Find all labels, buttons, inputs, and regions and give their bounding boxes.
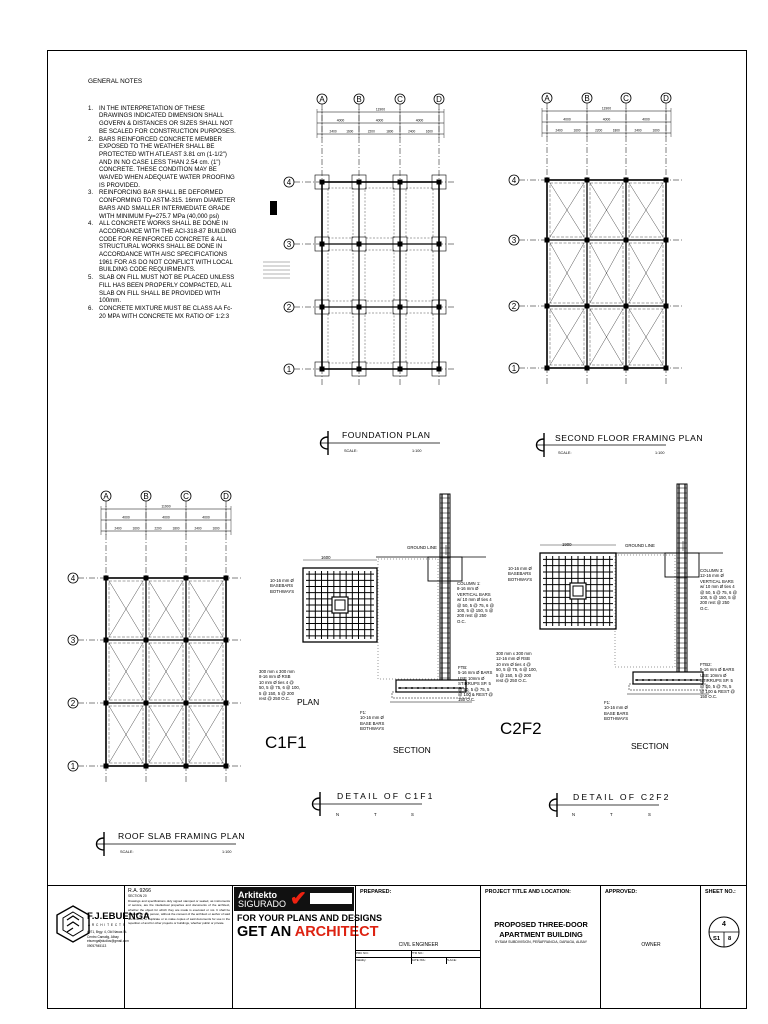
general-note-number: 3.	[88, 189, 94, 197]
plan-outline	[547, 180, 666, 368]
arkitekto-brand: Arkitekto	[238, 890, 278, 900]
section-cut-marker	[270, 201, 277, 215]
column	[357, 367, 362, 372]
c1f1-section-label: SECTION	[393, 745, 431, 755]
grid-label-2: 2	[70, 698, 76, 708]
dim-bay: 4000	[375, 118, 384, 123]
column	[545, 366, 550, 371]
roof-scale-value: 1:100	[222, 850, 232, 854]
general-note-text: IN THE INTERPRETATION OF THESE DRAWINGS INDICATED DIMENSION SHALL GOVERN & DISTANCES OR SIZES SHALL NOT BE SCALED FOR CONSTRUCTION PURPOSES.	[99, 104, 236, 135]
c1f1-basebars-note: 10-16 mm Ø BASEBARS BOTHWAYS	[270, 578, 295, 594]
column	[144, 638, 149, 643]
c1f1-nts-n: N	[336, 812, 340, 817]
ra-section: SECTION 20	[128, 894, 147, 898]
dim-sub: 1800	[612, 128, 620, 133]
firm-logo-icon	[55, 904, 91, 944]
ra-disclaimer: Drawings and specifications duly signed stamped or sealed, as instruments of service, are the intellectual properties and documents of the architect, whether the object for which they are made is executed or not. It shall be unlawful for any person, without the consent of the architect or author of said documents, to duplicate or to make copies of said documents for use in the repetition of and for other projects or buildings, whether public or private.	[128, 899, 230, 926]
column	[320, 305, 325, 310]
foundation-plan-drawing	[263, 94, 455, 385]
dim-sub: 1600	[212, 526, 220, 531]
prepared-cell	[355, 886, 480, 1009]
column	[224, 576, 229, 581]
column	[398, 367, 403, 372]
foundation-scale-value: 1:100	[412, 449, 422, 453]
column	[320, 242, 325, 247]
grid-label-C: C	[183, 491, 189, 501]
dim-sub: 1800	[172, 526, 180, 531]
detail-c2f2-title: DETAIL OF C2F2	[573, 792, 671, 802]
sheet-number: 4	[722, 921, 726, 928]
general-note-text: REINFORCING BAR SHALL BE DEFORMED CONFORMING TO ASTM-315. 16mm DIAMETER BARS AND SMALLER INTERMEDIATE GRADE WITH MINIMUM Fy=275.7 MPa (40,000 psi)	[99, 189, 236, 220]
dim-sub: 2400	[194, 526, 202, 531]
second-floor-plan-title: SECOND FLOOR FRAMING PLAN	[555, 433, 704, 443]
column	[184, 576, 189, 581]
column	[104, 701, 109, 706]
tie-beam-panel	[328, 188, 353, 238]
column	[357, 305, 362, 310]
dim-sub: 1600	[132, 526, 140, 531]
tie-beam-panel	[406, 313, 433, 363]
column	[437, 180, 442, 185]
dim-bay: 4000	[162, 515, 170, 520]
dim-sub: 2200	[367, 129, 375, 134]
ad-get-text: GET AN	[237, 924, 295, 940]
gravel-bed	[629, 684, 707, 690]
dim-bay: 4000	[563, 117, 571, 122]
dim-sub: 1600	[346, 129, 354, 134]
dim-bay: 4000	[336, 118, 345, 123]
column	[664, 366, 669, 371]
general-note-number: 4.	[88, 220, 94, 228]
check-icon: ✔	[290, 888, 307, 910]
column	[144, 764, 149, 769]
grid-label-4: 4	[511, 175, 517, 185]
general-note-number: 1.	[88, 104, 94, 112]
dim-sub: 2400	[408, 129, 416, 134]
dim-total: 11900	[161, 504, 171, 509]
c1f1-ftb-note: FTB: 5-16 mm Ø BARS USE 10mm Ø STIRRUPS SP. 5 @ 50, 5 @ 75, 5 @ 100 & REST @ 150 O.C.	[458, 665, 493, 703]
c2f2-column-note: COLUMN 3: 12-16 mm Ø VERTICAL BARS w/ 10 mm Ø ties 4 @ 50, 5 @ 75, 6 @ 100, 5 @ 150, 5 @ 200 rest @ 250 O.C.	[700, 568, 737, 611]
grid-label-3: 3	[286, 239, 292, 249]
dim-bay: 4000	[122, 515, 130, 520]
c2f2-mark: C2F2	[500, 719, 542, 738]
c1f1-f1-note: F1: 10-16 mm Ø BASE BARS BOTHWAYS	[360, 710, 385, 732]
column	[104, 576, 109, 581]
project-location: SYSAM SUBDIVISION, PEÑAFRANCIA, DARAGA, ALBAY	[494, 940, 588, 944]
column	[545, 238, 550, 243]
column	[585, 178, 590, 183]
column	[224, 638, 229, 643]
dim-bay: 4000	[602, 117, 611, 122]
grid-label-4: 4	[286, 177, 292, 187]
tie-beam-panel	[365, 188, 394, 238]
dim-sub: 2400	[114, 526, 122, 531]
grid-label-A: A	[319, 94, 325, 104]
tie-beam-section	[428, 557, 462, 581]
arkitekto-side-logo	[310, 893, 352, 904]
grid-label-C: C	[623, 93, 629, 103]
arkitekto-banner	[234, 887, 354, 911]
project-label: PROJECT TITLE AND LOCATION:	[485, 889, 571, 895]
general-note-text: ALL CONCRETE WORKS SHALL BE DONE IN ACCORDANCE WITH THE ACI-318-87 BUILDING CODE FOR REINFORCED CONCRETE & ALL STRUCTURAL WORKS SHALL BE DONE IN ACCORDANCE WITH AISC SPECIFICATIONS 1961 FOR AS DO NOT CONFLICT WITH LOCAL BUILDING CODE REQUIRMENTS.	[99, 220, 237, 274]
grid-label-C: C	[397, 94, 403, 104]
place: PLACE:	[446, 958, 457, 962]
soil-fill	[615, 555, 675, 667]
column	[437, 367, 442, 372]
second-floor-scale-value: 1:100	[655, 451, 665, 455]
column	[104, 764, 109, 769]
c2f2-nts-t: T	[610, 812, 613, 817]
detail-c1f1-title: DETAIL OF C1F1	[337, 791, 435, 801]
tie-beam-panel	[365, 250, 394, 301]
sheet-cell	[700, 886, 747, 1009]
approved-cell	[600, 886, 700, 1009]
firm-address: #971, Brgy. 4, Old Navas St. Centro Camalig, Albay ebuengafjstudios@gmail.com 09057945113	[87, 930, 129, 948]
dim-total: 11900	[601, 106, 612, 111]
column	[624, 238, 629, 243]
column	[664, 178, 669, 183]
column	[144, 701, 149, 706]
column	[624, 304, 629, 309]
grid-label-1: 1	[286, 364, 292, 374]
column	[545, 178, 550, 183]
dim-sub: 1600	[652, 128, 660, 133]
general-note-number: 5.	[88, 274, 94, 282]
column	[585, 238, 590, 243]
ad-architect-text: ARCHITECT	[294, 924, 379, 940]
foundation-plan-title: FOUNDATION PLAN	[342, 430, 431, 440]
grid-label-4: 4	[70, 573, 76, 583]
dim-sub: 2400	[555, 128, 563, 133]
column	[437, 305, 442, 310]
grid-label-D: D	[663, 93, 669, 103]
c2f2-section-label: SECTION	[631, 741, 669, 751]
column	[437, 242, 442, 247]
footing-section	[396, 680, 466, 692]
column	[624, 366, 629, 371]
detail-c2f2-drawing	[540, 484, 723, 694]
column	[184, 638, 189, 643]
grid-label-2: 2	[286, 302, 292, 312]
prepared-label: PREPARED:	[360, 889, 392, 895]
c2f2-nts-s: S	[648, 812, 651, 817]
prc-no: PRC NO.:	[356, 951, 412, 958]
column	[104, 638, 109, 643]
grid-label-3: 3	[70, 635, 76, 645]
c1f1-nts-t: T	[374, 812, 377, 817]
c1f1-column-note: COLUMN 1: 8-16 mm Ø VERTICAL BARS w/ 10 mm Ø ties 4 @ 50, 5 @ 75, 6 @ 100, 5 @ 150, 5 @ 200 rest @ 250 O.C.	[457, 581, 494, 624]
project-cell	[480, 886, 600, 1009]
column	[184, 701, 189, 706]
second-floor-plan-drawing	[509, 93, 682, 384]
c1f1-plan-label: PLAN	[297, 697, 320, 707]
ad-line-plans: FOR YOUR PLANS AND DESIGNS	[237, 913, 383, 923]
general-note-text: CONCRETE MIXTURE MUST BE CLASS AA Fc-20 MPA WITH CONCRETE MX RATIO OF 1:2:3	[99, 304, 233, 320]
tie-beam-panel	[328, 250, 353, 301]
dim-bay: 4000	[642, 117, 650, 122]
column	[545, 304, 550, 309]
dim-total: 11900	[375, 107, 386, 112]
dim-sub: 1600	[573, 128, 581, 133]
general-note-text: BARS REINFORCED CONCRETE MEMBER EXPOSED TO THE WEATHER SHALL BE PROTECTED WITH ATLEAST 3.81 cm (1-1/2") AND IN NO CASE LESS THAN 2.54 cm. (1") CONCRETE. THESE CONDITION MAY BE WAIVED WHEN ADEQUATE WATER PROOFING IS PROVIDED.	[99, 135, 235, 189]
dim-sub: 2200	[154, 526, 162, 531]
dim-bay: 4000	[202, 515, 210, 520]
ptr-no: PTR NO.:	[411, 951, 481, 958]
column	[624, 178, 629, 183]
column	[585, 366, 590, 371]
grid-label-A: A	[103, 491, 109, 501]
tie-beam-panel	[406, 250, 433, 301]
c1f1-width: 1600	[321, 555, 331, 560]
owner-label: OWNER	[641, 942, 661, 948]
roof-slab-plan-drawing	[68, 491, 242, 782]
column	[320, 180, 325, 185]
dim-sub: 2200	[595, 128, 603, 133]
pedestal-plan	[332, 597, 348, 613]
column	[224, 764, 229, 769]
column	[320, 367, 325, 372]
dim-sub: 2400	[634, 128, 642, 133]
validity: Validity:	[356, 958, 412, 964]
tie-beam-panel	[406, 188, 433, 238]
general-note-number: 6.	[88, 304, 94, 312]
sheet-number-badge	[701, 898, 748, 958]
dim-sub: 2400	[329, 129, 337, 134]
general-notes-title: GENERAL NOTES	[88, 78, 143, 85]
foundation-scale-label: SCALE:	[344, 449, 358, 453]
footing-section	[633, 672, 703, 684]
c2f2-pedestal-note: 300 mm x 300 mm 12-16 mm Ø RSB 10 mm Ø ties 4 @ 50, 5 @ 75, 6 @ 100, 5 @ 150, 5 @ 200 rest @ 250 O.C.	[496, 651, 537, 684]
general-note-number: 2.	[88, 135, 94, 143]
grid-label-B: B	[584, 93, 590, 103]
sheet-code: S1	[713, 936, 721, 942]
sheet-label: SHEET NO.:	[705, 889, 736, 895]
column	[224, 701, 229, 706]
grid-label-1: 1	[70, 761, 76, 771]
c2f2-basebars-note: 10-16 mm Ø BASEBARS BOTHWAYS	[508, 566, 533, 582]
c2f2-width: 1900	[562, 542, 572, 547]
plan-outline	[322, 182, 439, 369]
c2f2-ftb-note: FTB2: 5-16 mm Ø BARS USE 10mm Ø STIRRUPS SP. 5 @ 50, 5 @ 75, 5 @ 100 & REST @ 150 O.C.	[700, 662, 735, 700]
column	[664, 238, 669, 243]
grid-label-A: A	[544, 93, 550, 103]
grid-label-2: 2	[511, 301, 517, 311]
grid-label-B: B	[356, 94, 362, 104]
grid-label-1: 1	[511, 363, 517, 373]
grid-label-D: D	[436, 94, 442, 104]
sheet-total: 8	[728, 936, 732, 942]
roof-plan-title: ROOF SLAB FRAMING PLAN	[118, 831, 246, 841]
column	[144, 576, 149, 581]
approved-label: APPROVED:	[605, 889, 638, 895]
column	[357, 180, 362, 185]
column	[357, 242, 362, 247]
c2f2-ground-line: GROUND LINE	[625, 543, 655, 548]
arkitekto-sub: SIGURADO	[238, 899, 287, 909]
grid-label-B: B	[143, 491, 149, 501]
grid-label-3: 3	[511, 235, 517, 245]
tie-beam-section	[665, 553, 699, 577]
grid-label-D: D	[223, 491, 229, 501]
column	[585, 304, 590, 309]
firm-subtitle: A R C H I T E C T S	[88, 923, 126, 927]
second-floor-scale-label: SCALE:	[558, 451, 572, 455]
general-note-text: SLAB ON FILL MUST NOT BE PLACED UNLESS FILL HAS BEEN PROPERLY COMPACTED, ALL SLAB ON FILL SHALL BE PROVIDED WITH 100mm.	[99, 274, 235, 305]
column	[398, 180, 403, 185]
c1f1-nts-s: S	[411, 812, 414, 817]
c1f1-ground-line: GROUND LINE	[407, 545, 437, 550]
pedestal-plan	[570, 583, 586, 599]
dim-sub: 1800	[386, 129, 394, 134]
title-block	[47, 885, 747, 1009]
dim-sub: 1600	[425, 129, 433, 134]
column	[398, 305, 403, 310]
c1f1-mark: C1F1	[265, 733, 307, 752]
ra-number: R.A. 9266	[128, 888, 152, 894]
column	[398, 242, 403, 247]
tie-beam-panel	[365, 313, 394, 363]
dim-bay: 4000	[415, 118, 424, 123]
date-issued: DATE ISS.:	[411, 958, 447, 964]
c2f2-nts-n: N	[572, 812, 576, 817]
tie-beam-panel	[328, 313, 353, 363]
prepared-role: CIVIL ENGINEER	[398, 942, 439, 948]
c2f2-f1-note: F1: 10-16 mm Ø BASE BARS BOTHWAYS	[604, 700, 629, 722]
column	[664, 304, 669, 309]
ra-cell	[124, 886, 232, 1009]
firm-name: F.J.EBUENGA	[87, 911, 150, 922]
c1f1-pedestal-note: 300 mm x 300 mm 8-16 mm Ø RSB 10 mm Ø ties 4 @ 50, 5 @ 75, 6 @ 100, 5 @ 150, 5 @ 200 rest @ 250 O.C.	[259, 669, 300, 702]
column	[184, 764, 189, 769]
soil-fill	[378, 559, 438, 679]
project-title: PROPOSED THREE-DOOR APARTMENT BUILDING	[494, 920, 588, 939]
roof-scale-label: SCALE:	[120, 850, 134, 854]
